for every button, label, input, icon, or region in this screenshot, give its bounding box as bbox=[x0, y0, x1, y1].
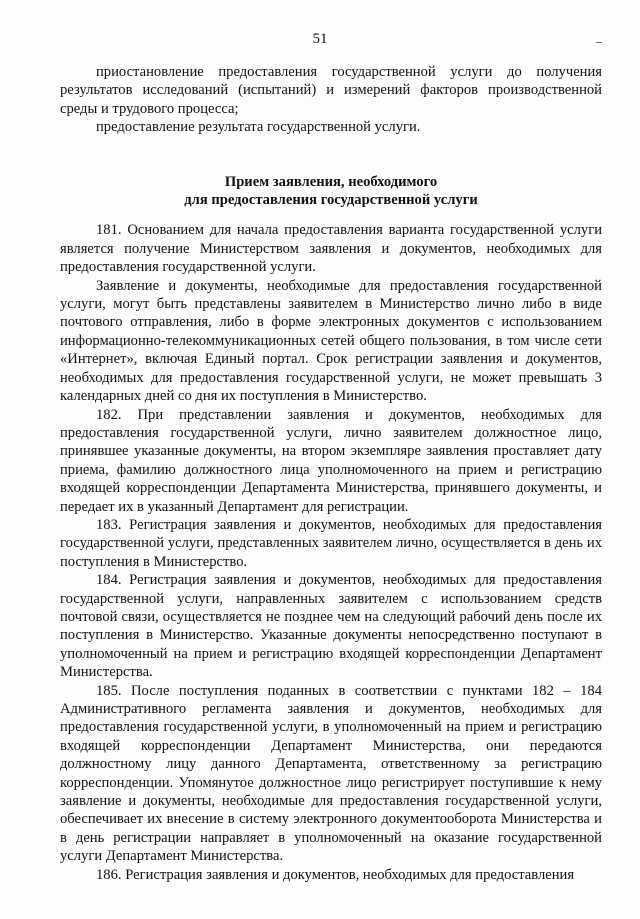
paragraph-183: 183. Регистрация заявления и документов, необходимых для предоставления государственной услуги, представленных заявителем лично, осуществляется в день их поступления в Министерство. bbox=[60, 516, 602, 570]
paragraph-184: 184. Регистрация заявления и документов, необходимых для предоставления государственной услуги, направленных заявителем с использованием средств почтовой связи, осуществляется не позднее чем на следующий рабочий день после их поступления в Министерство. Указанные документы непосредственно поступают в уполномоченный на прием и регистрацию входящей корреспонденции Департамент Министерства. bbox=[60, 572, 602, 681]
paragraph-182: 182. При представлении заявления и документов, необходимых для предоставления государственной услуги, лично заявителем должностное лицо, принявшее указанные документы, на втором экземпляре заявления проставляет дату приема, фамилию должностного лица уполномоченного на прием и регистрацию входящей корреспонденции Департамента Министерства, принявшего документы, и передает их в указанный Департамент для регистрации. bbox=[60, 406, 602, 515]
document-body bbox=[60, 63, 602, 884]
paragraph-185: 185. После поступления поданных в соответствии с пунктами 182 – 184 Административного регламента заявления и документов, необходимых для предоставления государственной услуги, в уполномоченный на прием и регистрацию входящей корреспонденции Департамент Министерства, они передаются должностному лицу данного Департамента, ответственному за регистрацию корреспонденции. Упомянутое должностное лицо регистрирует поступившие к нему заявление и документы, необходимые для предоставления государственной услуги, обеспечивает их внесение в систему электронного документооборота Министерства и в день регистрации направляет в уполномоченный на оказание государственной услуги Департамент Министерства. bbox=[60, 682, 602, 865]
page-number: 51 bbox=[312, 31, 328, 47]
section-heading-line-1: Прием заявления, необходимого bbox=[224, 173, 438, 190]
paragraph-181-continued: Заявление и документы, необходимые для предоставления государственной услуги, могут быть представлены заявителем в Министерство лично либо в виде почтового отправления, либо в форме электронных документов с использованием информационно-телекоммуникационных сетей общего пользования, в том числе сети «Интернет», включая Единый портал. Срок регистрации заявления и документов, необходимых для предоставления государственной услуги, не может превышать 3 календарных дней со дня их поступления в Министерство. bbox=[60, 277, 602, 405]
paragraph-181: 181. Основанием для начала предоставления варианта государственной услуги является получение Министерством заявления и документов, необходимых для предоставления государственной услуги. bbox=[60, 222, 602, 276]
intro-paragraph-1: приостановление предоставления государственной услуги до получения результатов исследований (испытаний) и измерений факторов производственной среды и трудового процесса; bbox=[60, 64, 602, 117]
paragraph-186: 186. Регистрация заявления и документов, необходимых для предоставления bbox=[96, 866, 575, 883]
intro-paragraph-2: предоставление результата государственной услуги. bbox=[96, 119, 421, 136]
section-heading bbox=[60, 173, 602, 210]
section-heading-line-2: для предоставления государственной услуги bbox=[184, 192, 478, 209]
